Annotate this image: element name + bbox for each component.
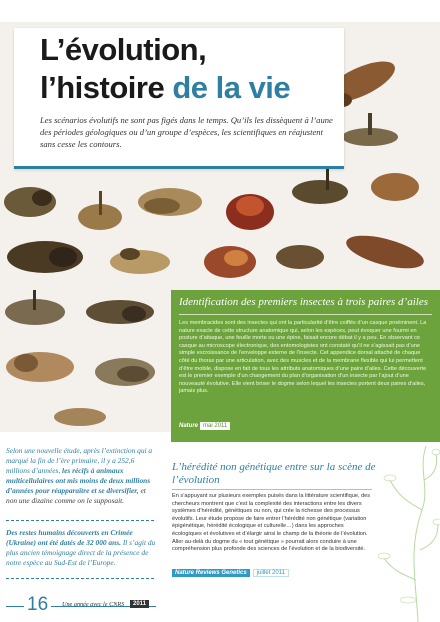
article-heredite-title: L’hérédité non génétique entre sur la scène de l’évolution [172,461,376,486]
note-crimee-end: Il s’agit du plus ancien témoignage direct de la présence de notre espèce au Sud-Est de l’Europe. [6,538,156,567]
insect-16 [6,352,74,382]
article-heredite-source-journal: Nature Reviews Genetics [172,569,250,577]
article-insects-box [171,290,440,442]
insect-4 [78,191,122,230]
insect-14 [5,290,65,325]
insect-2 [342,113,398,146]
note-crimee [6,528,156,568]
note-recifs-intro: Selon une nouvelle étude, après l’extinction qui a marqué la fin de l’ère primaire, il y a 252,6 millions d’années, [6,446,153,475]
article-heredite-source-date: juillet 2011 [253,569,289,577]
insect-15 [86,300,154,324]
article-insects-source [179,423,230,429]
insect-5 [138,188,202,216]
insect-13 [343,229,427,275]
insect-12 [276,245,324,269]
article-heredite-divider [172,489,372,490]
page-footer [0,590,440,622]
note-recifs-end: et non une dizaine comme on le supposait. [6,486,146,505]
page-title-line2 [40,70,290,106]
insect-10 [110,248,170,274]
left-column-divider-1 [6,520,154,521]
article-insects-title: Identification des premiers insectes à trois paires d’ailes [179,296,428,308]
article-heredite-source [172,570,289,576]
article-insects-source-date: mai 2011 [200,422,230,430]
left-column-divider-2 [6,578,154,579]
article-insects-source-journal: Nature [179,423,199,429]
insect-6 [226,194,274,230]
note-recifs [6,446,156,506]
note-crimee-highlight: Des restes humains découverts en Crimée (Ukraine) ont été datés de 32 000 ans. [6,528,133,547]
insect-8 [371,173,419,201]
note-recifs-highlight: les récifs à animaux multicellulaires ont mis moins de deux millions d’années pour réapparaître et se diversifier, [6,466,151,495]
article-insects-body: Les membracides sont des insectes qui ont la particularité d’être coiffés d’un casque proéminent. La nature exacte de cette structure anatomique qui, selon les espèces, peut évoquer une fourmi en posture d’attaque, une feuille morte ou une épine, faisait encore débat il y a peu. En observant ce casque au microscope électronique, des entomologistes ont constaté qu’il ne s’agissait pas d’une simple excroissance de l’enveloppe externe de l’insecte. Cet appendice dorsal attaché de chaque côté du thorax par une articulation, avec des muscles et de la membrane flexible qui lui permettent d’être mobile, dispose en fait de tous les attributs anatomiques d’une paire d’ailes. Cette découverte est le premier exemple d’un changement du plan d’organisation d’un insecte par l’ajout d’une nouveauté évolutive. Elle vient briser le dogme selon lequel les insectes portent deux paires d’ailes, jamais plus. [179,320,427,395]
page-title-line1: L’évolution, [40,32,207,67]
article-insects-divider [179,314,432,315]
insect-9 [7,241,83,273]
page-title-line2-dark: l’histoire [40,70,173,105]
title-box [14,28,344,169]
insect-17 [95,358,155,386]
page-title-line2-blue: de la vie [172,70,291,105]
article-heredite-body: En s’appuyant sur plusieurs exemples puisés dans la littérature scientifique, des chercheurs montrent que c’est la complexité des interactions entre les divers systèmes d’hérédité, génétiques ou non, qui crée la richesse des processus évolutifs. Leur étude propose de faire entrer l’hérédité non génétique (variation épigénétique, hérédité écologique et culturelle…) dans les approches écologiques et évolutives et d’élargir ainsi le champ de la théorie de l’évolution. Aller au-delà du dogme du « tout génétique » pourrait alors conduire à une compréhension plus profonde des sciences de l’évolution et de la biodiversité. [172,493,371,553]
insect-18 [54,408,106,426]
insect-3 [4,187,56,217]
page-number: 16 [24,594,51,616]
footer-publication: Une année avec le CNRS [62,601,125,608]
insect-11 [204,246,256,278]
footer-year-badge: 2011 [130,600,149,608]
intro-text: Les scénarios évolutifs ne sont pas figés dans le temps. Qu’ils les dissèquent à l’aune des périodes géologiques ou d’un groupe d’espèces, les scientifiques en réajustent sans cesse les contours. [40,115,333,149]
